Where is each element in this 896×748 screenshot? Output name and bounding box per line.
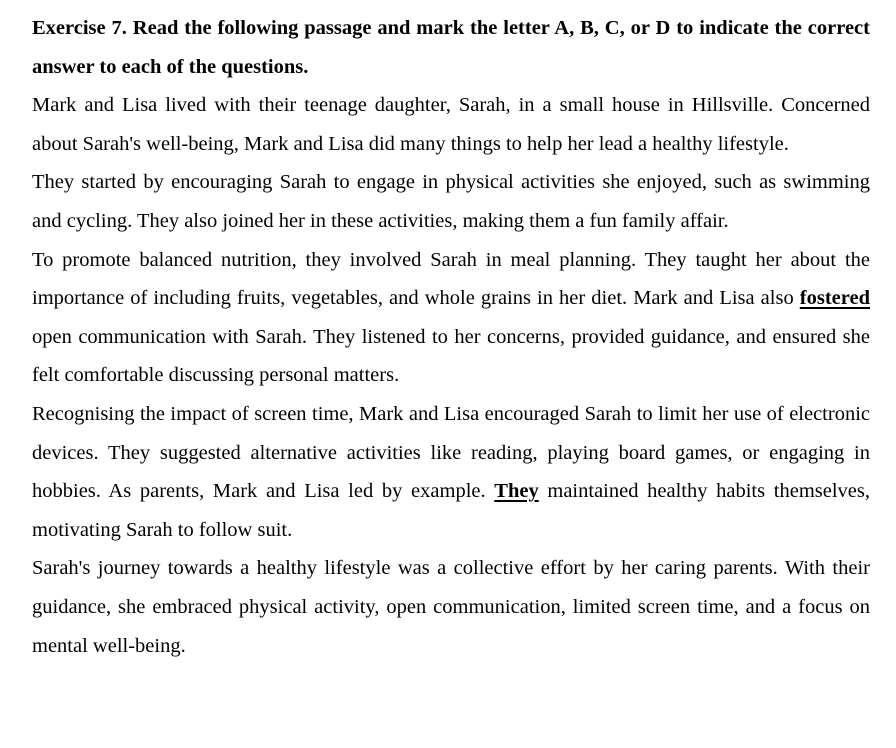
passage-paragraph-3 bbox=[32, 241, 870, 395]
paragraph-3-text-before: To promote balanced nutrition, they involved Sarah in meal planning. They taught her about the importance of including fruits, vegetables, and whole grains in her diet. Mark and Lisa also bbox=[32, 248, 870, 310]
reading-passage-document bbox=[32, 9, 870, 665]
passage-paragraph-1: Mark and Lisa lived with their teenage daughter, Sarah, in a small house in Hillsville. Concerned about Sarah's well-being, Mark and Lisa did many things to help her lead a healthy lifestyle. bbox=[32, 94, 870, 155]
paragraph-4-text-after: maintained healthy habits themselves, motivating Sarah to follow suit. bbox=[32, 480, 870, 541]
paragraph-4-text-before: Recognising the impact of screen time, Mark and Lisa encouraged Sarah to limit her use of electronic devices. They suggested alternative activities like reading, playing board games, or engaging in hobbies. As parents, Mark and Lisa led by example. bbox=[32, 402, 870, 503]
passage-paragraph-5: Sarah's journey towards a healthy lifestyle was a collective effort by her caring parents. With their guidance, she embraced physical activity, open communication, limited screen time, and a focus on mental well-being. bbox=[32, 557, 870, 657]
passage-paragraph-4 bbox=[32, 395, 870, 549]
paragraph-3-text-after: open communication with Sarah. They listened to her concerns, provided guidance, and ensured she felt comfortable discussing personal matters. bbox=[32, 325, 870, 387]
highlighted-word-they: They bbox=[494, 480, 539, 503]
exercise-heading: Exercise 7. Read the following passage and mark the letter A, B, C, or D to indicate the correct answer to each of the questions. bbox=[32, 17, 870, 78]
highlighted-word-fostered: fostered bbox=[799, 287, 870, 310]
passage-paragraph-2: They started by encouraging Sarah to engage in physical activities she enjoyed, such as swimming and cycling. They also joined her in these activities, making them a fun family affair. bbox=[32, 171, 870, 232]
